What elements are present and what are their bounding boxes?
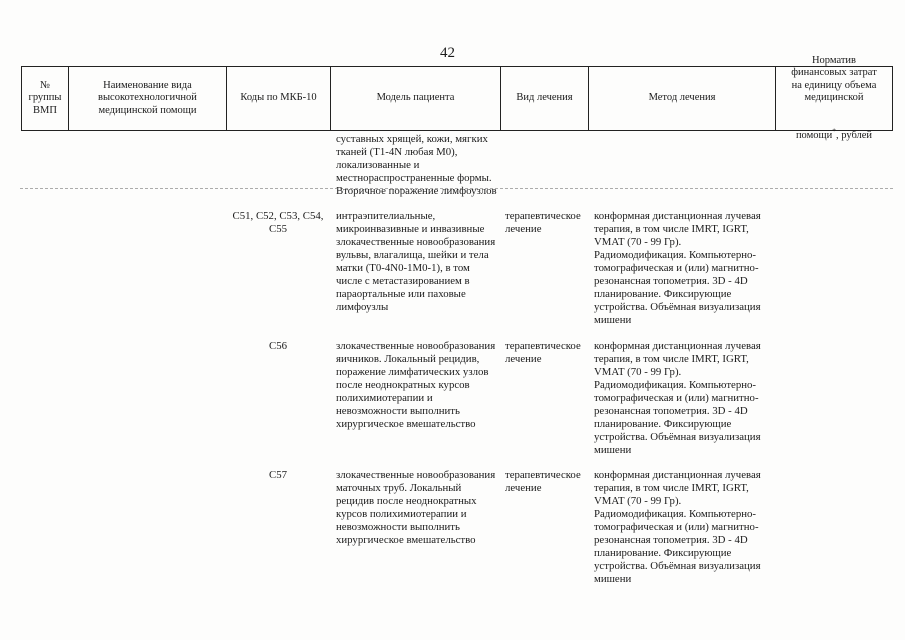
header-cost-standard-unit: , рублей [835,129,873,141]
cell-icd-codes: C56 [269,340,287,352]
footnote-mark: * [832,126,836,136]
header-treatment-type [500,67,588,130]
table-row [21,469,893,586]
header-treatment-method [588,67,775,130]
scan-fold-line [20,188,893,189]
cell-treatment-type: терапевтическое лечение [505,340,581,365]
header-cost-standard-label: Норматив финансовых затрат на единицу объема медицинской [791,55,877,104]
cell-treatment-method: конформная дистанционная лучевая терапия, в том числе IMRT, IGRT, VMAT (70 - 99 Гр). Радиомодификация. Компьютерно- томографическая и (или) магнитно- резонансная топометрия. 3D - 4D планирование. Фиксирующие устройства. Объёмная визуализация мишени [594,340,761,456]
header-care-name-label: Наименование вида высокотехнологичной медицинской помощи [98,79,197,116]
table-row [21,210,893,327]
header-treatment-type-label: Вид лечения [516,92,573,104]
header-patient-model-label: Модель пациента [376,92,455,104]
cell-care-name [68,469,226,586]
header-care-name [68,67,226,130]
table-header [21,55,893,141]
header-group-number [21,67,68,130]
cell-icd-codes: C57 [269,469,287,481]
cell-cost-standard [775,469,893,586]
cell-cost-standard [775,340,893,457]
cell-group-number [21,210,68,327]
header-patient-model [330,67,500,130]
header-cost-standard [775,55,893,141]
cell-icd-codes: C51, C52, C53, C54, C55 [232,210,324,235]
header-icd-codes [226,67,330,130]
header-cost-standard-word: помощи [795,129,833,141]
cell-group-number [21,469,68,586]
cell-treatment-type: терапевтическое лечение [505,210,581,235]
header-group-number-label: № группы ВМП [28,79,62,116]
cell-group-number [21,340,68,457]
table-row [21,340,893,457]
cell-treatment-method: конформная дистанционная лучевая терапия, в том числе IMRT, IGRT, VMAT (70 - 99 Гр). Радиомодификация. Компьютерно- томографическая и (или) магнитно- резонансная топометрия. 3D - 4D планирование. Фиксирующие устройства. Объёмная визуализация мишени [594,210,761,326]
header-treatment-method-label: Метод лечения [648,92,716,104]
cell-treatment-type: терапевтическое лечение [505,469,581,494]
cell-patient-model: злокачественные новообразования маточных труб. Локальный рецидив после неоднократных курсов полихимиотерапии и невозможности выполнить хирургическое вмешательство [336,469,496,546]
cell-treatment-method: конформная дистанционная лучевая терапия, в том числе IMRT, IGRT, VMAT (70 - 99 Гр). Радиомодификация. Компьютерно- томографическая и (или) магнитно- резонансная топометрия. 3D - 4D планирование. Фиксирующие устройства. Объёмная визуализация мишени [594,469,761,585]
cell-care-name [68,340,226,457]
cell-patient-model: суставных хрящей, кожи, мягких тканей (T1-4N любая M0), локализованные и местнораспространенные формы. Вторичное поражение лимфоузлов [336,133,497,197]
cell-care-name [68,210,226,327]
page-number: 42 [440,45,455,61]
cell-patient-model: интраэпителиальные, микроинвазивные и инвазивные злокачественные новообразования вульвы, влагалища, шейки и тела матки (T0-4N0-1M0-1), в том числе с метастазированием в параортальные или паховые лимфоузлы [336,210,496,313]
cell-patient-model: злокачественные новообразования яичников. Локальный рецидив, поражение лимфатических узлов после неоднократных курсов полихимиотерапии и невозможности выполнить хирургическое вмешательство [336,340,496,430]
cell-cost-standard [775,210,893,327]
header-icd-codes-label: Коды по МКБ-10 [240,92,317,104]
